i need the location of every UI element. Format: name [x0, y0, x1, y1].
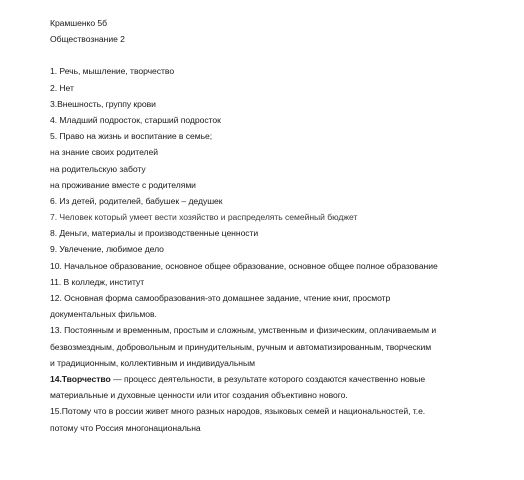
answer-line: документальных фильмов. [50, 309, 157, 320]
answer-line: 12. Основная форма самообразования-это домашнее задание, чтение книг, просмотр [50, 293, 391, 303]
answer-line: на знание своих родителей [50, 147, 158, 158]
answer-line: на проживание вместе с родителями [50, 179, 196, 190]
answer-line: 13. Постоянным и временным, простым и сложным, умственным и физическим, оплачиваемым и [50, 325, 437, 336]
answer-14-term: 14.Творчество [50, 373, 111, 384]
blank-line [50, 47, 504, 63]
answer-14-text: — процесс деятельности, в результате которого создаются качественно новые [110, 373, 426, 384]
author-line: Крамшенко 5б [50, 18, 108, 28]
answer-line: потому что Россия многонациональна [50, 422, 201, 433]
answer-line: 4. Младший подросток, старший подросток [50, 114, 221, 125]
answer-line: 7. Человек который умеет вести хозяйство и распределять семейный бюджет [50, 212, 358, 223]
answer-line: 1. Речь, мышление, творчество [50, 66, 175, 77]
answer-line: 15.Потому что в россии живет много разных народов, языковых семей и национальностей, т.е. [50, 406, 426, 417]
answer-line: и традиционным, коллективным и индивидуальным [50, 357, 255, 368]
answer-line: 6. Из детей, родителей, бабушек – дедушек [50, 195, 223, 206]
answer-line: материальные и духовные ценности или итог создания объективно нового. [50, 390, 348, 401]
answer-line: 9. Увлечение, любимое дело [50, 244, 164, 255]
answer-14-line [50, 371, 504, 387]
answer-line: 5. Право на жизнь и воспитание в семье; [50, 131, 213, 142]
answer-line: 8. Деньги, материалы и производственные ценности [50, 228, 259, 239]
subject-line: Обществознание 2 [50, 34, 125, 45]
answer-line: 2. Нет [50, 82, 74, 93]
answer-line: безвозмездным, добровольным и принудительным, ручным и автоматизированным, творческим [50, 341, 432, 352]
answer-line: 3.Внешность, группу крови [50, 98, 156, 109]
answer-line: 10. Начальное образование, основное общее образование, основное общее полное образование [50, 260, 438, 271]
answer-line: 11. В колледж, институт [50, 276, 145, 287]
answer-line: на родительскую заботу [50, 163, 146, 174]
